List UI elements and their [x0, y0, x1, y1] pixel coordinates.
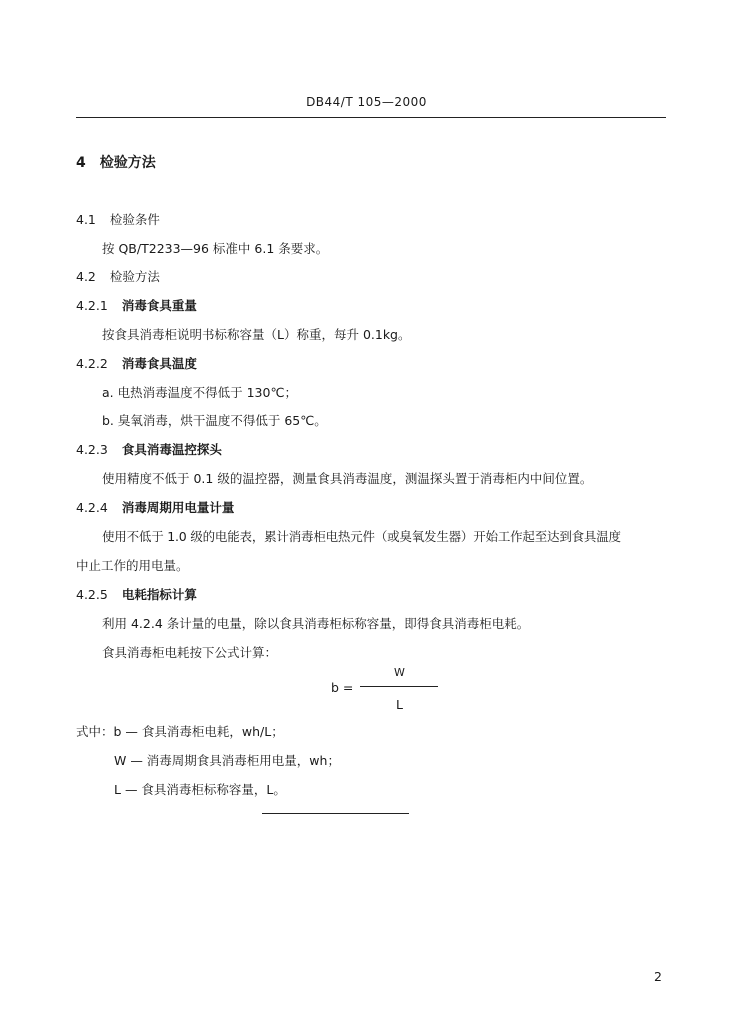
section-title: 检验方法 — [99, 155, 156, 171]
legend-line-b: 式中：b — 食具消毒柜电耗，wh/L； — [76, 724, 284, 739]
section-number: 4.1 — [76, 212, 96, 227]
section-4-2-5-body1: 利用 4.2.4 条计量的电量，除以食具消毒柜标称容量，即得食具消毒柜电耗。 — [102, 616, 530, 631]
section-title: 检验条件 — [109, 212, 160, 227]
section-title: 消毒食具重量 — [121, 298, 197, 313]
page-number: 2 — [654, 969, 662, 984]
section-4-2-4-body-line1: 使用不低于 1.0 级的电能表，累计消毒柜电热元件（或臭氧发生器）开始工作起至达到食具温度 — [102, 529, 621, 544]
section-number: 4.2.1 — [76, 298, 108, 313]
section-number: 4.2.5 — [76, 587, 108, 602]
section-number: 4.2.4 — [76, 500, 108, 515]
fraction-bar — [360, 686, 438, 687]
section-4-1-heading — [76, 210, 160, 228]
section-4-2-heading — [76, 267, 160, 285]
section-title: 消毒周期用电量计量 — [121, 500, 235, 515]
section-4-2-2-heading — [76, 354, 197, 372]
section-4-2-1-body: 按食具消毒柜说明书标称容量（L）称重，每升 0.1kg。 — [102, 327, 411, 342]
formula-denominator: L — [396, 697, 403, 712]
section-title: 电耗指标计算 — [121, 587, 197, 602]
section-number: 4.2 — [76, 269, 96, 284]
header-rule — [76, 117, 666, 118]
section-4-2-3-heading — [76, 440, 222, 458]
section-number: 4.2.2 — [76, 356, 108, 371]
formula-lhs: b = — [331, 680, 354, 695]
section-4-2-1-heading — [76, 296, 197, 314]
section-4-heading — [76, 152, 156, 172]
list-item-a: a. 电热消毒温度不得低于 130℃； — [102, 385, 297, 400]
section-title: 消毒食具温度 — [121, 356, 197, 371]
section-4-2-5-heading — [76, 585, 197, 603]
section-title: 检验方法 — [109, 269, 160, 284]
end-rule — [262, 813, 409, 814]
legend-line-w: W — 消毒周期食具消毒柜用电量，wh； — [114, 753, 340, 768]
legend-line-l: L — 食具消毒柜标称容量，L。 — [114, 782, 286, 797]
section-4-2-3-body: 使用精度不低于 0.1 级的温控器，测量食具消毒温度，测温探头置于消毒柜内中间位置。 — [102, 471, 593, 486]
formula-numerator: W — [394, 666, 405, 679]
section-number: 4.2.3 — [76, 442, 108, 457]
section-4-2-4-heading — [76, 498, 234, 516]
section-4-2-4-body-line2: 中止工作的用电量。 — [76, 558, 189, 573]
section-title: 食具消毒温控探头 — [121, 442, 222, 457]
section-number: 4 — [76, 155, 86, 171]
section-4-1-body: 按 QB/T2233—96 标准中 6.1 条要求。 — [102, 241, 329, 256]
list-item-b: b. 臭氧消毒，烘干温度不得低于 65℃。 — [102, 413, 327, 428]
document-code-header: DB44/T 105—2000 — [306, 95, 427, 109]
section-4-2-5-body2: 食具消毒柜电耗按下公式计算： — [102, 645, 278, 660]
